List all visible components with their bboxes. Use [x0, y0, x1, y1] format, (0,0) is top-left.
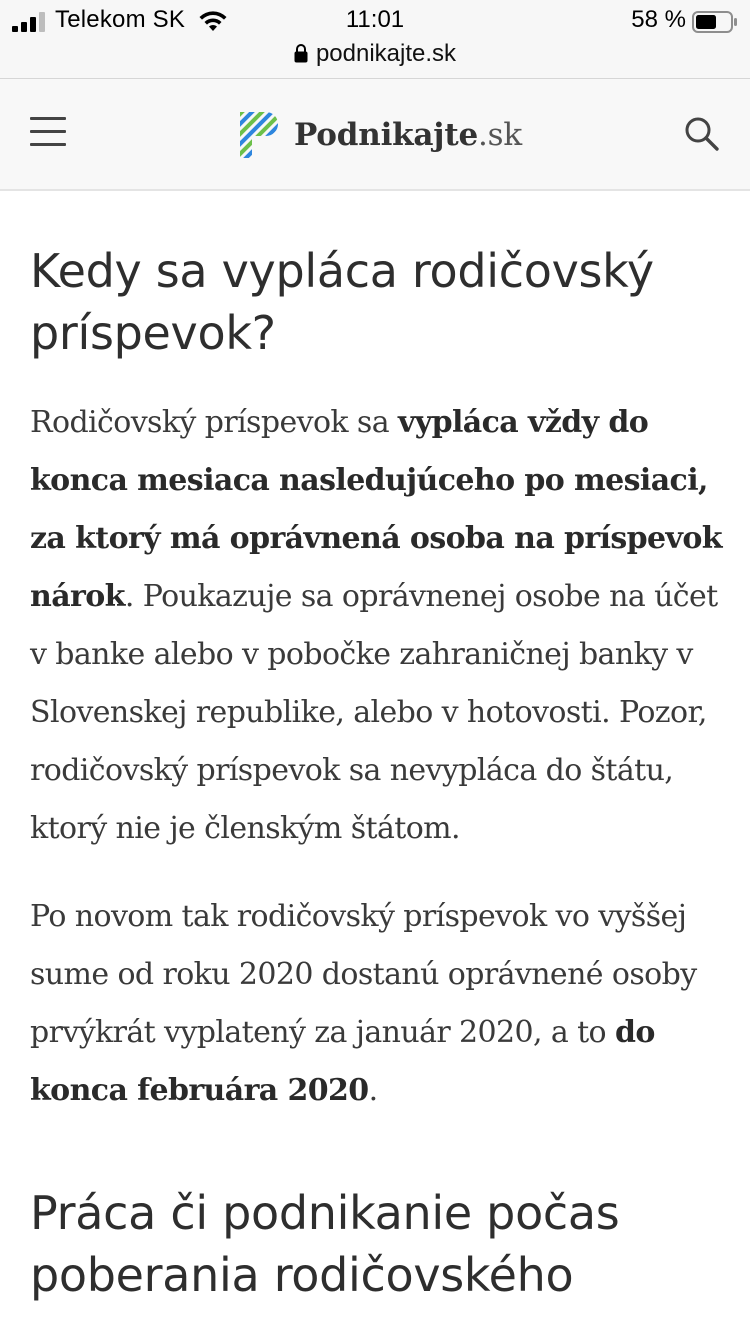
paragraph-bold-text: do konca februára 2020: [30, 1015, 655, 1108]
logo-tld: .sk: [477, 117, 522, 153]
paragraph-text: .: [368, 1073, 378, 1108]
menu-icon: [30, 117, 66, 120]
lock-icon: [294, 43, 308, 63]
browser-chrome: [0, 0, 750, 79]
article-paragraph: [30, 888, 730, 1120]
logo-brand: Podnikajte: [294, 117, 478, 153]
address-bar[interactable]: [0, 40, 750, 68]
article-paragraph: [30, 394, 730, 858]
carrier-name: Telekom SK: [55, 6, 186, 33]
battery-percentage: 58 %: [631, 6, 686, 33]
menu-icon-bar: [30, 130, 66, 133]
article-heading: Kedy sa vypláca rodičovský príspevok?: [30, 244, 654, 360]
battery-icon: [692, 11, 738, 33]
site-logo[interactable]: [236, 109, 522, 161]
article-heading: Práca či podnikanie počas poberania rodičovského: [30, 1186, 620, 1302]
paragraph-bold-text: vypláca vždy do konca mesiaca nasledujúceho po mesiaci, za ktorý má oprávnená osoba na príspevok nárok: [30, 405, 722, 614]
menu-button[interactable]: [30, 117, 66, 149]
status-time: 11:01: [345, 6, 405, 33]
paragraph-text: Rodičovský príspevok sa: [30, 405, 398, 440]
paragraph-text: Po novom tak rodičovský príspevok vo vyššej sume od roku 2020 dostanú oprávnené osoby prvýkrát vyplatený za január 2020, a to: [30, 899, 697, 1050]
status-bar: [0, 4, 750, 38]
url-text: podnikajte.sk: [315, 40, 457, 67]
menu-icon-bar: [30, 143, 66, 146]
site-header: [0, 79, 750, 191]
logo-icon: [236, 110, 280, 160]
paragraph-text: . Poukazuje sa oprávnenej osobe na účet v banke alebo v pobočke zahraničnej banky v Slovenskej republike, alebo v hotovosti. Pozor, rodičovský príspevok sa nevypláca do štátu, ktorý nie je členským štátom.: [30, 579, 718, 846]
article-content: [30, 240, 730, 1306]
search-icon[interactable]: [684, 116, 720, 152]
logo-text: [294, 117, 522, 153]
